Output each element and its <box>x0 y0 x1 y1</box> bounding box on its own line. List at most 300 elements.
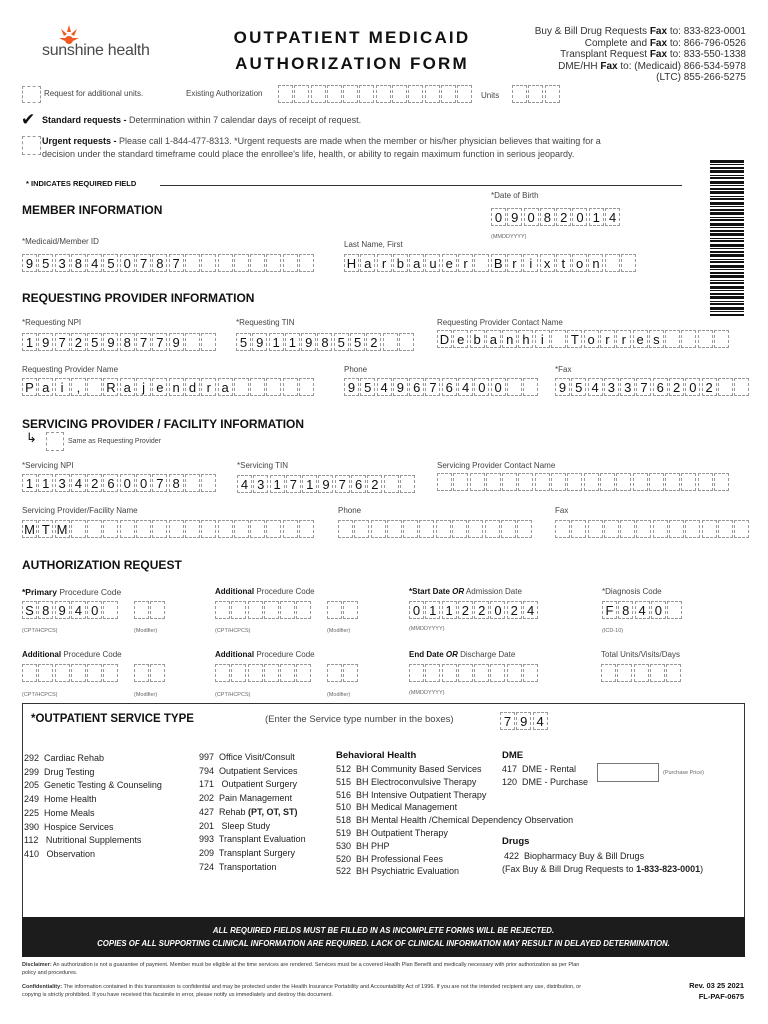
char-box[interactable] <box>185 474 200 492</box>
char-box[interactable]: 0 <box>651 601 666 619</box>
char-box[interactable]: i <box>535 330 550 348</box>
char-box[interactable]: 2 <box>366 333 381 351</box>
char-box[interactable]: 9 <box>103 333 118 351</box>
char-box[interactable]: 3 <box>55 254 70 272</box>
char-box[interactable]: 2 <box>507 601 522 619</box>
char-box[interactable]: o <box>584 330 599 348</box>
char-box[interactable]: r <box>507 254 522 272</box>
char-box[interactable] <box>278 85 293 103</box>
char-box[interactable] <box>185 333 200 351</box>
char-box[interactable] <box>280 664 295 682</box>
char-box[interactable] <box>103 601 118 619</box>
char-box[interactable] <box>71 520 86 538</box>
char-box[interactable]: i <box>55 378 70 396</box>
char-box[interactable]: 4 <box>377 378 392 396</box>
char-box[interactable] <box>248 601 263 619</box>
servicing-tin-input[interactable] <box>237 475 416 493</box>
char-box[interactable]: 3 <box>55 474 70 492</box>
char-box[interactable]: e <box>453 330 468 348</box>
char-box[interactable] <box>419 520 434 538</box>
char-box[interactable] <box>264 601 279 619</box>
char-box[interactable] <box>218 520 233 538</box>
char-box[interactable]: o <box>572 254 587 272</box>
char-box[interactable]: 8 <box>120 333 135 351</box>
char-box[interactable]: 6 <box>653 378 668 396</box>
additional-procedure-input-3[interactable] <box>215 664 313 682</box>
char-box[interactable] <box>87 378 102 396</box>
char-box[interactable] <box>343 85 358 103</box>
char-box[interactable]: 1 <box>22 474 37 492</box>
char-box[interactable]: T <box>567 330 582 348</box>
char-box[interactable] <box>555 520 570 538</box>
char-box[interactable]: 8 <box>152 254 167 272</box>
char-box[interactable] <box>714 473 729 491</box>
char-box[interactable] <box>231 601 246 619</box>
char-box[interactable] <box>55 664 70 682</box>
char-box[interactable] <box>681 473 696 491</box>
char-box[interactable]: 8 <box>38 601 53 619</box>
char-box[interactable]: 3 <box>620 378 635 396</box>
char-box[interactable] <box>507 378 522 396</box>
char-box[interactable]: a <box>486 330 501 348</box>
char-box[interactable] <box>185 254 200 272</box>
requesting-contact-input[interactable] <box>437 330 730 348</box>
char-box[interactable] <box>383 333 398 351</box>
char-box[interactable] <box>512 85 527 103</box>
requesting-npi-input[interactable] <box>22 333 218 351</box>
char-box[interactable] <box>518 473 533 491</box>
char-box[interactable] <box>87 664 102 682</box>
char-box[interactable] <box>266 520 281 538</box>
char-box[interactable] <box>437 473 452 491</box>
char-box[interactable] <box>452 520 467 538</box>
char-box[interactable]: n <box>502 330 517 348</box>
char-box[interactable] <box>169 520 184 538</box>
char-box[interactable] <box>103 664 118 682</box>
char-box[interactable]: a <box>38 378 53 396</box>
char-box[interactable] <box>502 473 517 491</box>
char-box[interactable] <box>545 85 560 103</box>
char-box[interactable] <box>354 520 369 538</box>
char-box[interactable] <box>718 520 733 538</box>
char-box[interactable]: 4 <box>533 712 548 730</box>
char-box[interactable] <box>667 601 682 619</box>
servicing-fax-input[interactable] <box>555 520 751 538</box>
additional-modifier-input-2[interactable] <box>134 664 167 682</box>
char-box[interactable] <box>734 378 749 396</box>
char-box[interactable]: 2 <box>458 601 473 619</box>
char-box[interactable] <box>38 664 53 682</box>
char-box[interactable] <box>250 378 265 396</box>
char-box[interactable] <box>650 664 665 682</box>
char-box[interactable]: 7 <box>55 333 70 351</box>
char-box[interactable] <box>486 473 501 491</box>
char-box[interactable] <box>442 664 457 682</box>
char-box[interactable]: 0 <box>491 378 506 396</box>
char-box[interactable] <box>501 520 516 538</box>
char-box[interactable] <box>250 254 265 272</box>
char-box[interactable]: 0 <box>685 378 700 396</box>
char-box[interactable]: 8 <box>169 474 184 492</box>
char-box[interactable]: 5 <box>350 333 365 351</box>
char-box[interactable]: R <box>103 378 118 396</box>
char-box[interactable]: 0 <box>87 601 102 619</box>
char-box[interactable] <box>718 378 733 396</box>
char-box[interactable] <box>600 473 615 491</box>
char-box[interactable]: 0 <box>409 601 424 619</box>
char-box[interactable]: 9 <box>344 378 359 396</box>
member-id-input[interactable] <box>22 254 315 272</box>
char-box[interactable]: 5 <box>87 333 102 351</box>
char-box[interactable] <box>634 664 649 682</box>
char-box[interactable]: 9 <box>55 601 70 619</box>
char-box[interactable]: r <box>600 330 615 348</box>
char-box[interactable]: M <box>55 520 70 538</box>
char-box[interactable] <box>485 520 500 538</box>
char-box[interactable] <box>201 254 216 272</box>
char-box[interactable] <box>468 520 483 538</box>
char-box[interactable]: 3 <box>604 378 619 396</box>
char-box[interactable] <box>528 85 543 103</box>
char-box[interactable]: d <box>185 378 200 396</box>
char-box[interactable] <box>343 664 358 682</box>
char-box[interactable] <box>698 330 713 348</box>
char-box[interactable]: r <box>377 254 392 272</box>
char-box[interactable]: 8 <box>618 601 633 619</box>
char-box[interactable] <box>399 333 414 351</box>
char-box[interactable] <box>517 520 532 538</box>
char-box[interactable]: 1 <box>442 601 457 619</box>
char-box[interactable]: 9 <box>301 333 316 351</box>
char-box[interactable]: 4 <box>71 474 86 492</box>
char-box[interactable]: 8 <box>317 333 332 351</box>
char-box[interactable]: 4 <box>523 601 538 619</box>
char-box[interactable] <box>698 473 713 491</box>
char-box[interactable]: n <box>169 378 184 396</box>
char-box[interactable]: 7 <box>335 475 350 493</box>
char-box[interactable]: B <box>491 254 506 272</box>
char-box[interactable]: P <box>22 378 37 396</box>
char-box[interactable] <box>201 520 216 538</box>
char-box[interactable] <box>264 664 279 682</box>
char-box[interactable] <box>136 520 151 538</box>
char-box[interactable]: 3 <box>253 475 268 493</box>
char-box[interactable]: 1 <box>285 333 300 351</box>
char-box[interactable] <box>490 664 505 682</box>
char-box[interactable] <box>134 664 149 682</box>
char-box[interactable] <box>685 520 700 538</box>
char-box[interactable]: 7 <box>286 475 301 493</box>
char-box[interactable]: 0 <box>120 254 135 272</box>
char-box[interactable]: 1 <box>425 601 440 619</box>
char-box[interactable] <box>359 85 374 103</box>
char-box[interactable] <box>441 85 456 103</box>
char-box[interactable]: 1 <box>269 333 284 351</box>
char-box[interactable] <box>567 473 582 491</box>
char-box[interactable]: 9 <box>393 378 408 396</box>
char-box[interactable]: t <box>556 254 571 272</box>
char-box[interactable]: 6 <box>442 378 457 396</box>
char-box[interactable] <box>636 520 651 538</box>
char-box[interactable] <box>152 520 167 538</box>
char-box[interactable] <box>280 601 295 619</box>
char-box[interactable]: s <box>649 330 664 348</box>
char-box[interactable]: 2 <box>702 378 717 396</box>
additional-procedure-input-2[interactable] <box>22 664 120 682</box>
char-box[interactable] <box>338 520 353 538</box>
char-box[interactable]: b <box>393 254 408 272</box>
char-box[interactable]: 1 <box>302 475 317 493</box>
char-box[interactable]: 9 <box>169 333 184 351</box>
char-box[interactable]: r <box>201 378 216 396</box>
char-box[interactable]: 0 <box>474 378 489 396</box>
char-box[interactable] <box>702 520 717 538</box>
servicing-npi-input[interactable] <box>22 474 218 492</box>
char-box[interactable] <box>327 601 342 619</box>
char-box[interactable]: 2 <box>474 601 489 619</box>
char-box[interactable] <box>87 520 102 538</box>
char-box[interactable]: a <box>409 254 424 272</box>
char-box[interactable]: 4 <box>588 378 603 396</box>
char-box[interactable] <box>425 85 440 103</box>
char-box[interactable] <box>523 664 538 682</box>
char-box[interactable]: M <box>22 520 37 538</box>
char-box[interactable]: 2 <box>87 474 102 492</box>
purchase-price-input[interactable] <box>597 763 659 782</box>
char-box[interactable]: 0 <box>491 208 506 226</box>
char-box[interactable]: 8 <box>540 208 555 226</box>
char-box[interactable] <box>384 475 399 493</box>
char-box[interactable] <box>621 254 636 272</box>
char-box[interactable] <box>296 664 311 682</box>
char-box[interactable]: F <box>602 601 617 619</box>
char-box[interactable] <box>551 473 566 491</box>
char-box[interactable] <box>408 85 423 103</box>
char-box[interactable] <box>218 254 233 272</box>
char-box[interactable]: u <box>425 254 440 272</box>
char-box[interactable] <box>71 664 86 682</box>
char-box[interactable]: 7 <box>136 254 151 272</box>
char-box[interactable] <box>425 664 440 682</box>
char-box[interactable]: r <box>616 330 631 348</box>
char-box[interactable] <box>150 601 165 619</box>
units-input[interactable] <box>512 85 561 103</box>
char-box[interactable]: 8 <box>71 254 86 272</box>
char-box[interactable] <box>474 254 489 272</box>
char-box[interactable] <box>215 664 230 682</box>
char-box[interactable] <box>250 520 265 538</box>
char-box[interactable] <box>601 664 616 682</box>
char-box[interactable]: H <box>344 254 359 272</box>
char-box[interactable] <box>234 378 249 396</box>
char-box[interactable] <box>605 254 620 272</box>
char-box[interactable] <box>470 473 485 491</box>
char-box[interactable] <box>266 378 281 396</box>
char-box[interactable] <box>299 378 314 396</box>
additional-units-checkbox[interactable] <box>22 86 41 103</box>
standard-checkmark-icon[interactable]: ✔ <box>21 110 36 129</box>
char-box[interactable]: e <box>152 378 167 396</box>
char-box[interactable]: 9 <box>38 333 53 351</box>
char-box[interactable]: e <box>442 254 457 272</box>
char-box[interactable]: D <box>437 330 452 348</box>
char-box[interactable] <box>343 601 358 619</box>
char-box[interactable] <box>327 664 342 682</box>
member-name-input[interactable] <box>344 254 637 272</box>
char-box[interactable]: 5 <box>360 378 375 396</box>
char-box[interactable]: 4 <box>87 254 102 272</box>
char-box[interactable]: 7 <box>136 333 151 351</box>
char-box[interactable] <box>734 520 749 538</box>
char-box[interactable] <box>571 520 586 538</box>
char-box[interactable]: 0 <box>120 474 135 492</box>
char-box[interactable]: T <box>38 520 53 538</box>
char-box[interactable] <box>283 520 298 538</box>
char-box[interactable] <box>551 330 566 348</box>
char-box[interactable] <box>400 475 415 493</box>
char-box[interactable]: 1 <box>589 208 604 226</box>
same-as-requesting-checkbox[interactable] <box>46 432 64 451</box>
char-box[interactable]: 5 <box>334 333 349 351</box>
char-box[interactable] <box>371 520 386 538</box>
char-box[interactable] <box>669 520 684 538</box>
char-box[interactable] <box>185 520 200 538</box>
char-box[interactable] <box>266 254 281 272</box>
char-box[interactable] <box>201 333 216 351</box>
char-box[interactable]: 4 <box>635 601 650 619</box>
char-box[interactable]: 5 <box>103 254 118 272</box>
char-box[interactable]: 5 <box>38 254 53 272</box>
char-box[interactable]: 0 <box>572 208 587 226</box>
existing-auth-input[interactable] <box>278 85 474 103</box>
char-box[interactable] <box>535 473 550 491</box>
char-box[interactable]: x <box>540 254 555 272</box>
char-box[interactable]: S <box>22 601 37 619</box>
char-box[interactable] <box>714 330 729 348</box>
char-box[interactable] <box>409 664 424 682</box>
diagnosis-input[interactable] <box>602 601 683 619</box>
char-box[interactable] <box>283 254 298 272</box>
char-box[interactable] <box>453 473 468 491</box>
char-box[interactable] <box>604 520 619 538</box>
char-box[interactable] <box>523 378 538 396</box>
char-box[interactable] <box>294 85 309 103</box>
char-box[interactable] <box>584 473 599 491</box>
char-box[interactable]: j <box>136 378 151 396</box>
char-box[interactable]: 4 <box>605 208 620 226</box>
char-box[interactable]: 9 <box>555 378 570 396</box>
char-box[interactable] <box>120 520 135 538</box>
char-box[interactable] <box>649 473 664 491</box>
char-box[interactable]: 7 <box>169 254 184 272</box>
total-units-input[interactable] <box>601 664 682 682</box>
char-box[interactable]: 0 <box>136 474 151 492</box>
char-box[interactable]: a <box>218 378 233 396</box>
char-box[interactable]: 9 <box>318 475 333 493</box>
char-box[interactable]: 0 <box>490 601 505 619</box>
requesting-tin-input[interactable] <box>236 333 415 351</box>
char-box[interactable] <box>215 601 230 619</box>
char-box[interactable] <box>653 520 668 538</box>
char-box[interactable]: b <box>470 330 485 348</box>
char-box[interactable] <box>22 664 37 682</box>
char-box[interactable] <box>616 473 631 491</box>
servicing-phone-input[interactable] <box>338 520 534 538</box>
char-box[interactable]: 9 <box>516 712 531 730</box>
char-box[interactable] <box>588 520 603 538</box>
char-box[interactable]: 1 <box>38 474 53 492</box>
char-box[interactable]: e <box>633 330 648 348</box>
char-box[interactable]: 7 <box>152 474 167 492</box>
char-box[interactable]: h <box>518 330 533 348</box>
char-box[interactable] <box>376 85 391 103</box>
service-type-input[interactable] <box>500 712 549 730</box>
char-box[interactable] <box>681 330 696 348</box>
char-box[interactable] <box>103 520 118 538</box>
char-box[interactable] <box>392 85 407 103</box>
dob-input[interactable] <box>491 208 621 226</box>
char-box[interactable] <box>620 520 635 538</box>
requesting-phone-input[interactable] <box>344 378 540 396</box>
char-box[interactable] <box>457 85 472 103</box>
char-box[interactable]: 7 <box>500 712 515 730</box>
char-box[interactable]: 7 <box>425 378 440 396</box>
char-box[interactable]: 5 <box>236 333 251 351</box>
char-box[interactable]: 9 <box>507 208 522 226</box>
char-box[interactable]: 2 <box>556 208 571 226</box>
char-box[interactable] <box>617 664 632 682</box>
char-box[interactable]: a <box>120 378 135 396</box>
char-box[interactable]: 2 <box>669 378 684 396</box>
char-box[interactable]: 4 <box>458 378 473 396</box>
char-box[interactable]: 7 <box>152 333 167 351</box>
char-box[interactable]: , <box>71 378 86 396</box>
char-box[interactable] <box>150 664 165 682</box>
char-box[interactable] <box>507 664 522 682</box>
char-box[interactable]: 1 <box>270 475 285 493</box>
char-box[interactable] <box>231 664 246 682</box>
char-box[interactable]: n <box>588 254 603 272</box>
char-box[interactable]: 4 <box>71 601 86 619</box>
char-box[interactable] <box>665 473 680 491</box>
char-box[interactable]: 6 <box>103 474 118 492</box>
char-box[interactable] <box>234 520 249 538</box>
char-box[interactable] <box>474 664 489 682</box>
primary-procedure-input[interactable] <box>22 601 120 619</box>
char-box[interactable] <box>311 85 326 103</box>
char-box[interactable] <box>327 85 342 103</box>
char-box[interactable] <box>436 520 451 538</box>
char-box[interactable] <box>665 330 680 348</box>
additional-modifier-input-1[interactable] <box>327 601 360 619</box>
char-box[interactable]: i <box>523 254 538 272</box>
char-box[interactable] <box>134 601 149 619</box>
additional-modifier-input-3[interactable] <box>327 664 360 682</box>
urgent-checkbox[interactable] <box>22 136 41 155</box>
char-box[interactable] <box>666 664 681 682</box>
char-box[interactable] <box>458 664 473 682</box>
char-box[interactable] <box>299 520 314 538</box>
char-box[interactable]: 7 <box>636 378 651 396</box>
requesting-name-input[interactable] <box>22 378 315 396</box>
char-box[interactable] <box>248 664 263 682</box>
char-box[interactable] <box>296 601 311 619</box>
char-box[interactable]: 4 <box>237 475 252 493</box>
char-box[interactable]: 9 <box>22 254 37 272</box>
char-box[interactable]: 1 <box>22 333 37 351</box>
char-box[interactable] <box>633 473 648 491</box>
primary-modifier-input[interactable] <box>134 601 167 619</box>
